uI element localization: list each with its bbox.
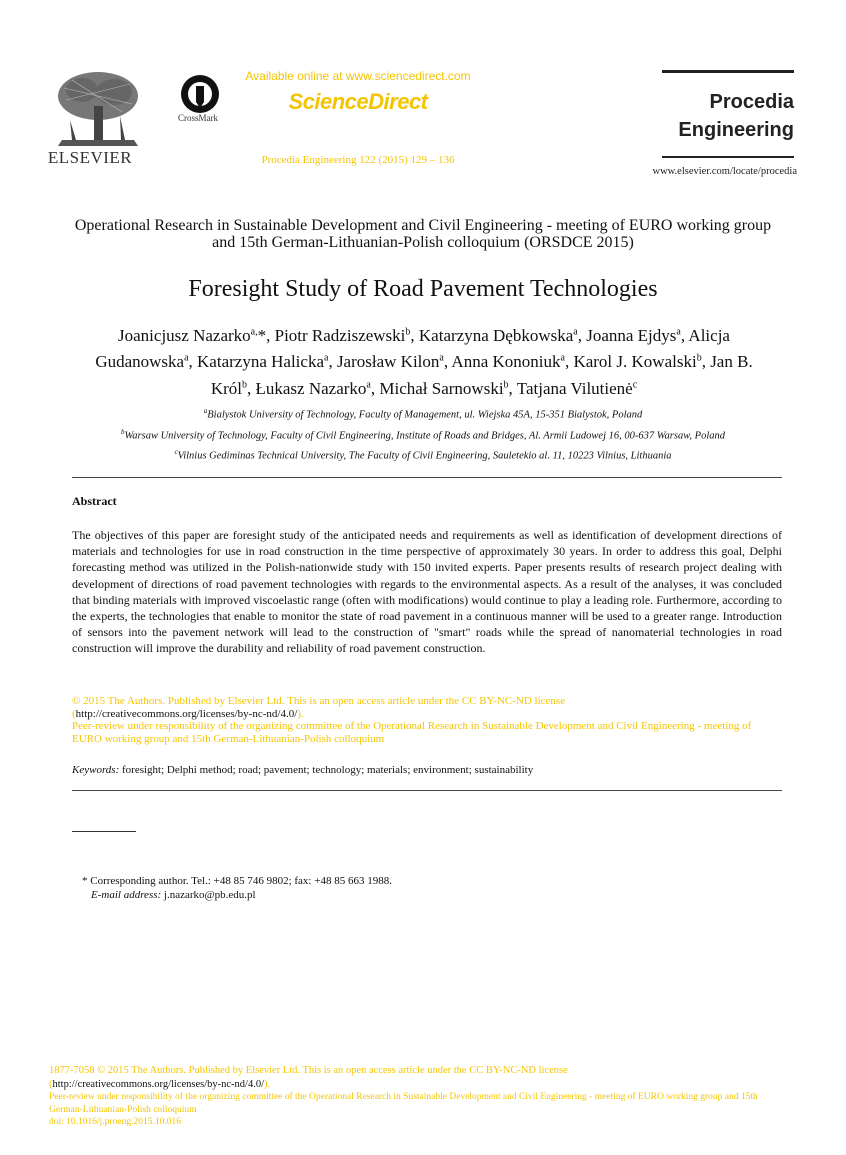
author: Anna Kononiuk$^a$,: [451, 352, 574, 372]
author: Joanna Ejdys$^a$,: [586, 325, 689, 345]
journal-name-line1: Procedia: [709, 91, 794, 113]
issn-line: 1877-7058 © 2015 The Authors. Published by Elsevier Ltd. This is an open access article under the CC BY-NC-ND license: [49, 1065, 568, 1076]
footer-peer-review: Peer-review under responsibility of the organizing committee of the Operational Research in Sustainable Development and Civil Engineering - meeting of EURO working group and 15th German-Lithuanian-Polish colloquium: [49, 1092, 758, 1115]
email-line: [91, 889, 256, 901]
license-line: © 2015 The Authors. Published by Elsevier Ltd. This is an open access article under the CC BY-NC-ND license: [72, 695, 566, 707]
affiliation: $^a$Bialystok University of Technology, Faculty of Management, ul. Wiejska 45A, 15-351 Bialystok, Poland: [203, 407, 643, 421]
divider-bottom: [72, 790, 782, 791]
peer-review-statement: Peer-review under responsibility of the organizing committee of the Operational Research in Sustainable Development and Civil Engineering - meeting of EURO working group and 15th German-Lithuanian-Polish colloquium: [72, 720, 752, 745]
author: Tatjana Vilutienė$^c$: [516, 378, 638, 398]
affiliations: [40, 403, 806, 465]
doi[interactable]: doi: 10.1016/j.proeng.2015.10.016: [49, 1117, 181, 1127]
license-link-line: (http://creativecommons.org/licenses/by-nc-nd/4.0/).: [72, 707, 304, 720]
affiliation: $^c$Vilnius Gediminas Technical University, The Faculty of Civil Engineering, Sauletekio al. 11, 10223 Vilnius, Lithuania: [174, 448, 672, 462]
crossmark-label: CrossMark: [178, 113, 218, 123]
divider-top: [72, 477, 782, 478]
footer-license-link[interactable]: http://creativecommons.org/licenses/by-nc-nd/4.0/: [52, 1078, 265, 1090]
keywords: [72, 764, 782, 776]
publisher-name: ELSEVIER: [47, 148, 133, 167]
footer-license-link-line: (http://creativecommons.org/licenses/by-nc-nd/4.0/).: [49, 1078, 271, 1090]
available-online-text[interactable]: Available online at www.sciencedirect.com: [245, 69, 471, 83]
author: Katarzyna Dębkowska$^a$,: [418, 325, 587, 345]
author: Łukasz Nazarko$^a$,: [255, 378, 380, 398]
journal-name-line2: Engineering: [678, 119, 794, 141]
footnote-rule: [72, 831, 136, 832]
author-list: [80, 320, 768, 400]
affiliation: $^b$Warsaw University of Technology, Faculty of Civil Engineering, Institute of Roads and Bridges, Al. Armii Ludowej 16, 00-637 Warsaw, Poland: [120, 427, 726, 441]
paper-title: Foresight Study of Road Pavement Technologies: [188, 276, 658, 302]
journal-reference: Procedia Engineering 122 (2015) 129 – 136: [261, 154, 455, 166]
journal-url-link[interactable]: www.elsevier.com/locate/procedia: [652, 166, 797, 177]
corresponding-author-note: * Corresponding author. Tel.: +48 85 746 9802; fax: +48 85 663 1988.: [82, 875, 392, 887]
abstract-body: The objectives of this paper are foresight study of the anticipated needs and requirements as well as identification of development directions of materials and technologies for use in road construction in the time perspective of approximately 30 years. In order to address this goal, Delphi forecasting method was utilized in the Polish-nationwide study with 150 invited experts. Paper presents results of research project dealing with development of directions of road pavement technologies with regards to the environmental aspects. As a result of the analyses, it was concluded that binding materials with improved viscoelastic range (often with modifications) would continue to play a leading role. Furthermore, according to the experts, the technologies that enable to monitor the state of road pavement in a continuous manner will be used to a greater range. Introduction of sensors into the pavement network will lead to the construction of "smart" roads while the spread of nanomaterial technologies in road construction will improve the durability and reliability of road pavement construction.: [72, 528, 782, 656]
conference-name: Operational Research in Sustainable Development and Civil Engineering - meeting of EURO working group and 15th German-Lithuanian-Polish colloquium (ORSDCE 2015): [74, 217, 772, 251]
abstract-heading: Abstract: [72, 494, 117, 508]
email-address[interactable]: j.nazarko@pb.edu.pl: [161, 889, 256, 901]
author: Joanicjusz Nazarko$^{a,}$*,: [118, 325, 275, 345]
copyright-footer: [49, 1064, 789, 1129]
author: Katarzyna Halicka$^a$,: [197, 352, 337, 372]
procedia-bottom-rule: [662, 156, 794, 158]
author: Karol J. Kowalski$^b$,: [573, 352, 711, 372]
procedia-top-rule: [662, 70, 794, 73]
license-block: [72, 695, 782, 745]
author: Alicja Gudanowska$^a$,: [95, 325, 730, 372]
journal-name: [662, 88, 794, 144]
sciencedirect-logo[interactable]: ScienceDirect: [288, 89, 428, 114]
author: Jarosław Kilon$^a$,: [336, 352, 452, 372]
author: Michał Sarnowski$^b$,: [379, 378, 517, 398]
author: Jan B. Król$^b$,: [210, 352, 753, 398]
author: Piotr Radziszewski$^b$,: [274, 325, 419, 345]
keywords-list: foresight; Delphi method; road; pavement; technology; materials; environment; sustainability: [119, 764, 534, 776]
keywords-label: Keywords:: [72, 764, 120, 776]
license-link[interactable]: http://creativecommons.org/licenses/by-nc-nd/4.0/: [75, 707, 298, 720]
email-label: E-mail address:: [91, 889, 162, 901]
